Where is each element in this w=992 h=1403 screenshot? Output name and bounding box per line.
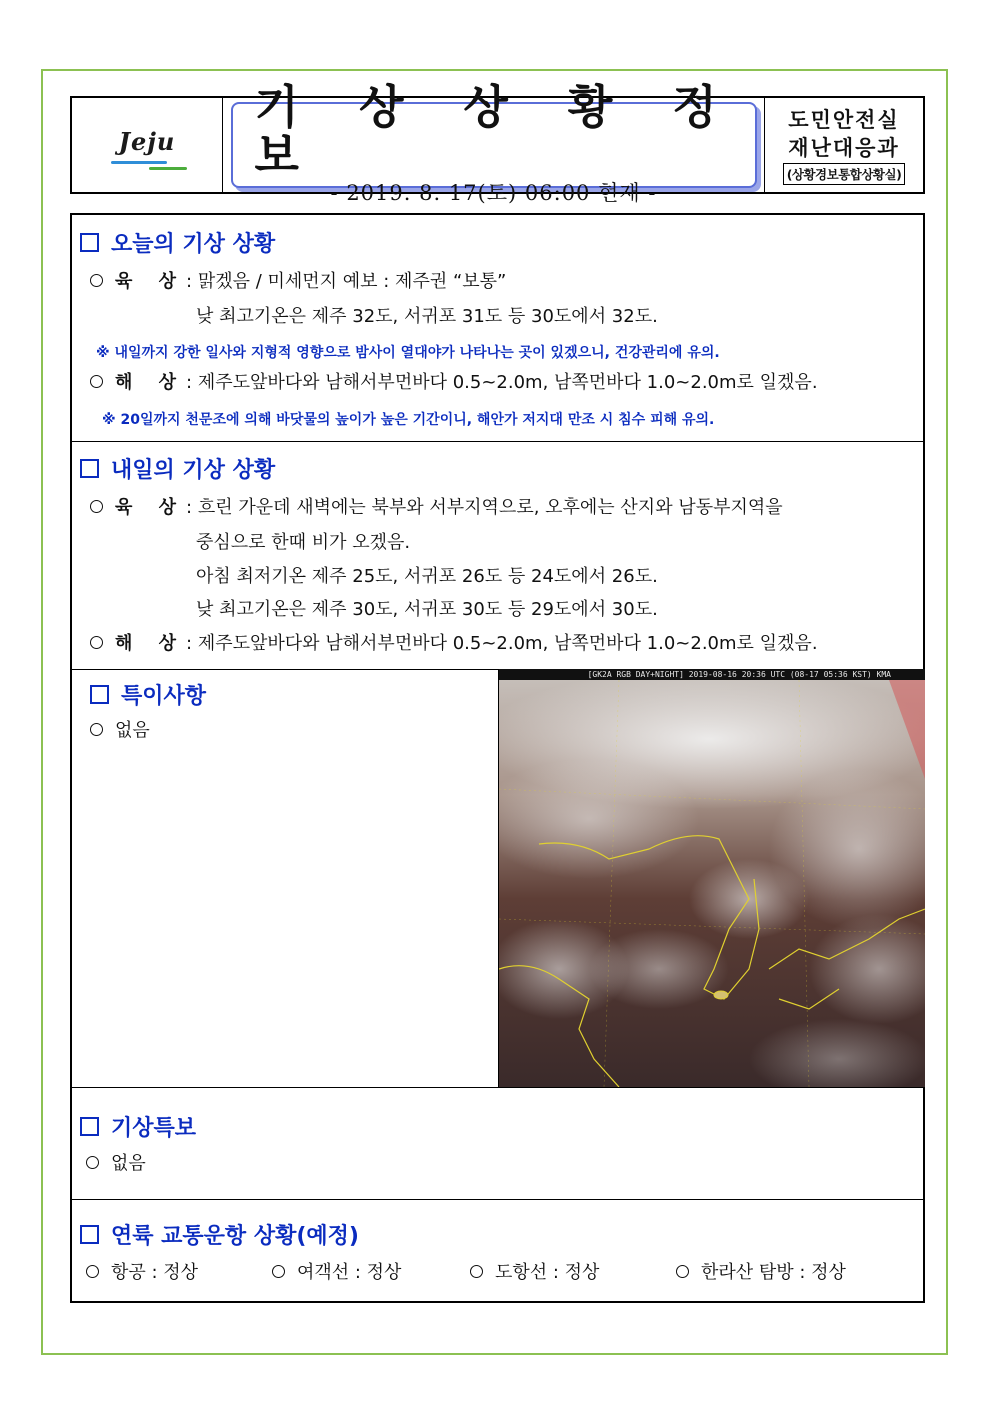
section-tomorrow (72, 441, 923, 670)
tomorrow-sea-label: 해 상 (115, 633, 187, 654)
transport-item-text: 여객선 : 정상 (297, 1262, 402, 1283)
transport-item-text: 도항선 : 정상 (495, 1262, 600, 1283)
transport-item-island-ferry (470, 1258, 599, 1284)
circle-bullet-icon (90, 636, 103, 649)
department-line-3: (상황경보통합상황실) (783, 163, 906, 185)
warning-item-row (86, 1152, 146, 1176)
tomorrow-land-row (90, 496, 783, 520)
report-body (70, 213, 925, 1303)
transport-item-hallasan (676, 1258, 846, 1284)
transport-item-air (86, 1258, 198, 1284)
section-tomorrow-title (80, 453, 275, 484)
section-today (72, 215, 923, 442)
section-transport-title (80, 1219, 359, 1250)
section-today-title (80, 227, 275, 258)
satellite-image (499, 669, 925, 1087)
tomorrow-sea-line: : 제주도앞바다와 남해서부먼바다 0.5~2.0m, 남쪽먼바다 1.0~2.0m로 일겠음. (186, 633, 818, 654)
section-warning-title (80, 1111, 196, 1142)
circle-bullet-icon (272, 1265, 285, 1278)
section-warning-title-text: 기상특보 (111, 1116, 197, 1141)
jeju-logo (119, 127, 176, 164)
today-sea-line: : 제주도앞바다와 남해서부먼바다 0.5~2.0m, 남쪽먼바다 1.0~2.0m로 일겠음. (186, 372, 818, 393)
today-note-2: ※ 20일까지 천문조에 의해 바닷물의 높이가 높은 기간이니, 해안가 저지대 만조 시 침수 피해 유의. (102, 412, 715, 428)
circle-bullet-icon (90, 723, 103, 736)
page-subtitle: - 2019. 8. 17(토) 06:00 현재 - (330, 181, 657, 205)
checkbox-icon (90, 685, 109, 704)
checkbox-icon (80, 1225, 99, 1244)
today-land-row (90, 270, 506, 294)
tomorrow-land-label: 육 상 (115, 497, 187, 518)
title-cell (223, 80, 765, 205)
satellite-caption: [GK2A RGB DAY+NIGHT] 2019-08-16 20:36 UTC (08-17 05:36 KST) KMA (499, 669, 925, 680)
special-item: 없음 (115, 720, 150, 741)
department-line-2: 재난대응과 (788, 135, 900, 160)
section-special-title (90, 679, 206, 710)
today-land-line1: : 맑겠음 / 미세먼지 예보 : 제주권 “보통” (186, 271, 507, 292)
today-land-line2: 낮 최고기온은 제주 32도, 서귀포 31도 등 30도에서 32도. (196, 306, 658, 327)
satellite-map-graphic (499, 669, 925, 1087)
transport-item-ferry (272, 1258, 401, 1284)
logo-cell (72, 98, 223, 192)
title-box (231, 80, 757, 205)
today-sea-label: 해 상 (115, 372, 187, 393)
section-tomorrow-title-text: 내일의 기상 상황 (111, 458, 276, 483)
page-title: 기 상 상 황 정 보 (254, 80, 739, 182)
tomorrow-land-line3: 아침 최저기온 제주 25도, 서귀포 26도 등 24도에서 26도. (196, 566, 658, 587)
circle-bullet-icon (90, 500, 103, 513)
circle-bullet-icon (90, 274, 103, 287)
logo-text: Jeju (118, 126, 176, 156)
section-warning (72, 1087, 923, 1200)
tomorrow-sea-row (90, 632, 818, 656)
today-land-label: 육 상 (115, 271, 187, 292)
department-cell (765, 98, 923, 192)
warning-item: 없음 (111, 1153, 146, 1174)
checkbox-icon (80, 459, 99, 478)
circle-bullet-icon (86, 1265, 99, 1278)
circle-bullet-icon (470, 1265, 483, 1278)
today-sea-row (90, 371, 818, 395)
today-note-1: ※ 내일까지 강한 일사와 지형적 영향으로 밤사이 열대야가 나타나는 곳이 있겠으니, 건강관리에 유의. (96, 345, 720, 361)
checkbox-icon (80, 1117, 99, 1136)
checkbox-icon (80, 233, 99, 252)
tomorrow-land-line4: 낮 최고기온은 제주 30도, 서귀포 30도 등 29도에서 30도. (196, 599, 658, 620)
section-today-title-text: 오늘의 기상 상황 (111, 232, 276, 257)
transport-item-text: 한라산 탐방 : 정상 (701, 1262, 846, 1283)
transport-item-text: 항공 : 정상 (111, 1262, 199, 1283)
circle-bullet-icon (676, 1265, 689, 1278)
special-item-row (90, 719, 150, 743)
header (70, 80, 925, 205)
section-transport (72, 1199, 923, 1303)
circle-bullet-icon (90, 375, 103, 388)
tomorrow-land-line1: : 흐린 가운데 새벽에는 북부와 서부지역으로, 오후에는 산지와 남동부지역을 (186, 497, 783, 518)
section-transport-title-text: 연륙 교통운항 상황(예정) (111, 1224, 359, 1249)
tomorrow-land-line2: 중심으로 한때 비가 오겠음. (196, 532, 411, 553)
department-line-1: 도민안전실 (788, 107, 900, 132)
circle-bullet-icon (86, 1156, 99, 1169)
section-special-title-text: 특이사항 (121, 684, 207, 709)
